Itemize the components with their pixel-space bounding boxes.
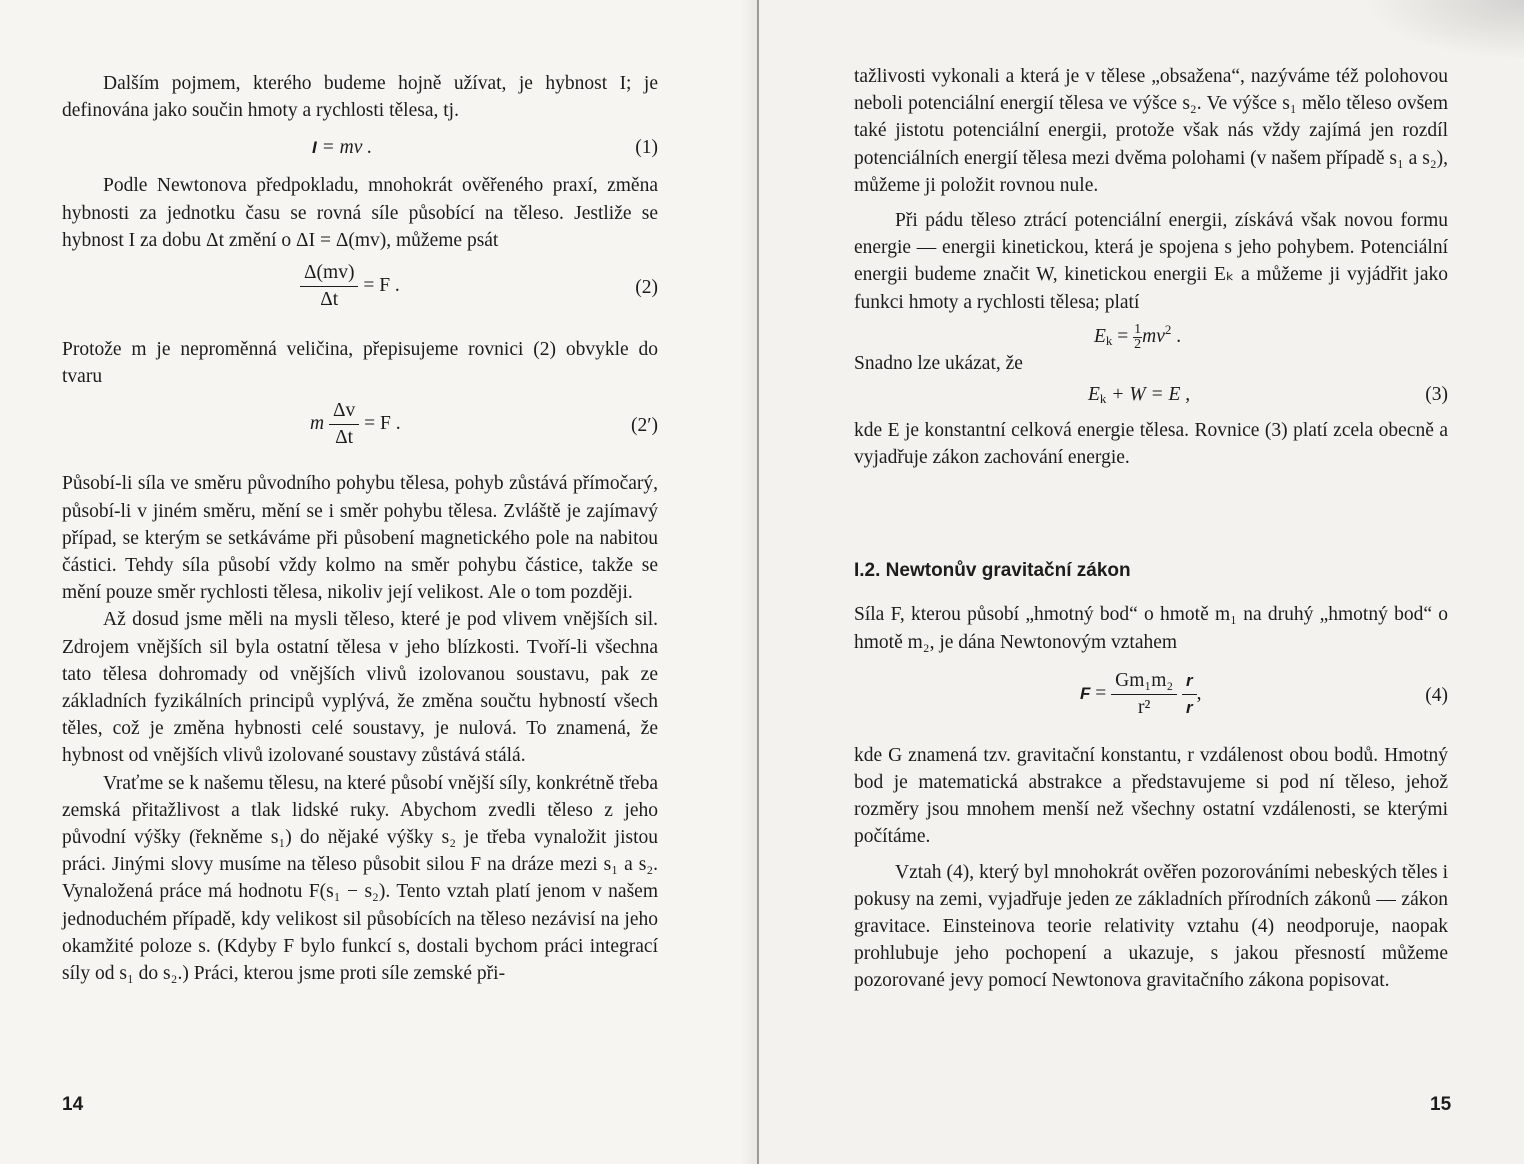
- equation-number: (2′): [630, 415, 658, 437]
- section-title: I.2. Newtonův gravitační zákon: [854, 560, 1131, 582]
- equation-formula: $E_k$ = $\frac{1}{2}$ $mv^2$ .: [1094, 321, 1182, 352]
- equation-4: [854, 668, 1448, 734]
- equation-formula: $\frac{\Delta(mv)}{\Delta t}$ = F .: [300, 260, 400, 313]
- left-text-column: [62, 70, 658, 987]
- equation-number: (3): [1425, 384, 1448, 406]
- page-number-left: 14: [62, 1094, 84, 1115]
- equation-3: [854, 381, 1448, 417]
- paragraph: Vztah (4), který byl mnohokrát ověřen pozorováními nebeských těles i pokusy na zemi, vyjadřuje jeden ze základních přírodních zákonů — zákon gravitace. Einsteinova teorie relativity vztahu (4) neodporuje, naopak prohlubuje jeho pochopení a ukazuje, s jakou přesností můžeme pozorované jevy pomocí Newtonova gravitačního zákona popisovat.: [854, 861, 1448, 992]
- equation-1: [62, 134, 658, 172]
- equation-formula: I = mv .: [312, 137, 373, 159]
- page-number-right: 15: [1430, 1094, 1452, 1115]
- equation-kinetic-energy: [854, 316, 1448, 350]
- right-text-column: [854, 63, 1448, 995]
- paragraph: Působí-li síla ve směru původního pohybu tělesa, pohyb zůstává přímočarý, působí-li v jiném směru, mění se i směr pohybu tělesa. Zvláště je zajímavý případ, se kterým se setkáváme při působení magnetického pole na nabitou částici. Tehdy síla působí vždy kolmo na směr pohybu částice, takže se mění pouze směr rychlosti tělesa, nikoliv její velikost. Ale o tom později.: [62, 473, 658, 604]
- paragraph: kde E je konstantní celková energie tělesa. Rovnice (3) platí zcela obecně a vyjadřuje zákon zachování energie.: [854, 420, 1448, 469]
- equation-number: (1): [635, 137, 658, 159]
- paragraph: Při pádu těleso ztrácí potenciální energii, získává však novou formu energie — energii kinetickou, která je spojena s jeho pohybem. Potenciální energii budeme značit W, kinetickou energii Eₖ a můžeme ji vyjádřit jako funkci hmoty a rychlosti tělesa; platí: [854, 210, 1448, 313]
- paragraph: kde G znamená tzv. gravitační konstantu, r vzdálenost obou bodů. Hmotný bod je matematická abstrakce a představujeme si pod ní těleso, jehož rozměry jsou mnohem menší než všechny ostatní vzdálenosti, se kterými počítáme.: [854, 744, 1448, 848]
- paragraph: Protože m je neproměnná veličina, přepisujeme rovnici (2) obvykle do tvaru: [62, 339, 658, 388]
- paragraph: tažlivosti vykonali a která je v tělese „obsažena“, nazýváme též polohovou neboli potenciální energií tělesa ve výšce s₂. Ve výšce s₁ mělo těleso ovšem také jistotu potenciální energii, protože však nás vždy zajímá jen rozdíl potenciálních energií tělesa mezi dvěma polohami (v našem případě s₁ a s₂), můžeme ji položit rovnou nule.: [854, 66, 1448, 196]
- equation-2-prime: [62, 398, 658, 464]
- paragraph: Dalším pojmem, kterého budeme hojně užívat, je hybnost I; je definována jako součin hmoty a rychlosti tělesa, tj.: [62, 73, 658, 122]
- equation-formula: $E_k + W = E$ ,: [1088, 384, 1191, 407]
- equation-formula: F = $\frac{\text{Gm₁m₂}}{\text{r²}}$ $\frac{r}{r}$ ,: [1080, 669, 1202, 718]
- book-gutter: [757, 0, 759, 1164]
- equation-number: (2): [635, 277, 658, 299]
- equation-number: (4): [1425, 684, 1448, 706]
- gutter-shadow: [740, 0, 758, 1164]
- paragraph: Vraťme se k našemu tělesu, na které působí vnější síly, konkrétně třeba zemská přitažlivost a tlak lidské ruky. Abychom zvedli těleso z jeho původní výšky (řekněme s₁) do nějaké výšky s₂ je třeba vynaložit jistou práci. Jinými slovy musíme na těleso působit silou F na dráze mezi s₁ a s₂. Vynaložená práce má hodnotu F(s₁ − s₂). Tento vztah platí jenom v našem jednoduchém případě, kdy velikost sil působících na těleso nezávisí na jeho okamžité poloze s. (Kdyby F bylo funkcí s, dostali bychom práci integrací síly od s₁ do s₂.) Práci, kterou jsme proti síle zemské při-: [62, 772, 658, 985]
- paragraph: Podle Newtonova předpokladu, mnohokrát ověřeného praxí, změna hybnosti za jednotku času se rovná síle působící na těleso. Jestliže se hybnost I za dobu Δt změní o ΔI = Δ(mv), můžeme psát: [62, 175, 658, 251]
- paragraph: Snadno lze ukázat, že: [854, 352, 1023, 374]
- scan-corner-shadow: [1364, 0, 1524, 60]
- paragraph: Až dosud jsme měli na mysli těleso, které je pod vlivem vnějších sil. Zdrojem vnějších sil byla ostatní tělesa v jeho blízkosti. Tvoří-li všechna tato tělesa dohromady od vnějších vlivů izolovanou soustavu, pak ze základních fyzikálních principů vyplývá, že změna součtu hybností všech těles, což je změna hybnosti celé soustavy, je nulová. To znamená, že hybnost od vnějších vlivů izolované soustavy zůstává stálá.: [62, 609, 658, 767]
- equation-formula: m $\frac{\Delta v}{\Delta t}$ = F .: [310, 400, 401, 449]
- equation-2: [62, 260, 658, 326]
- paragraph: Síla F, kterou působí „hmotný bod“ o hmotě m₁ na druhý „hmotný bod“ o hmotě m₂, je dána Newtonovým vztahem: [854, 604, 1448, 653]
